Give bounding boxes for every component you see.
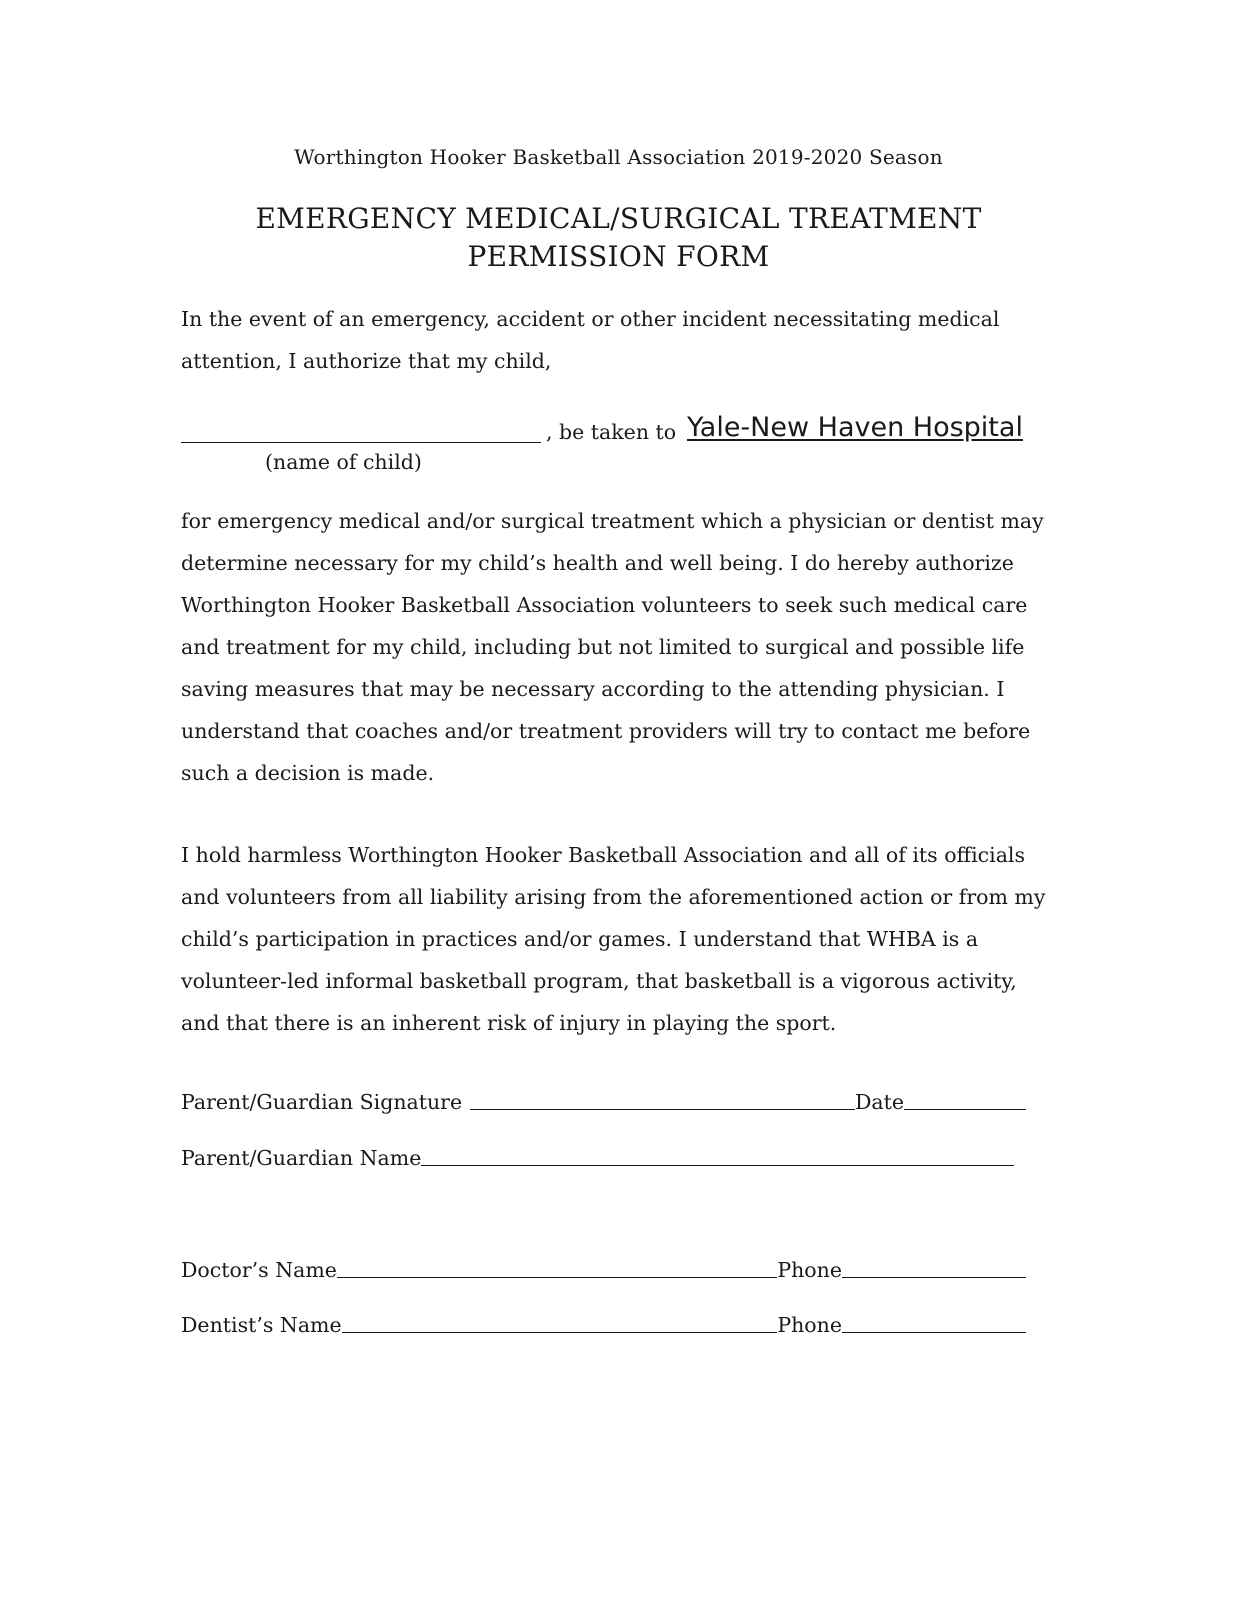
guardian-name-field[interactable] (421, 1164, 1014, 1166)
liability-paragraph: I hold harmless Worthington Hooker Basketball Association and all of its officials and volunteers from all liability arising from the aforementioned action or from my child’s participation in practices and/or games. I understand that WHBA is a volunteer-led informal basketball program, that basketball is a vigorous activity, and that there is an inherent risk of injury in playing the sport. (181, 843, 1046, 1035)
date-label: Date (854, 1090, 904, 1114)
doctor-phone-label: Phone (777, 1258, 842, 1282)
hospital-name: Yale-New Haven Hospital (687, 412, 1023, 443)
signature-row (181, 1090, 1026, 1114)
guardian-name-row (181, 1146, 1026, 1170)
child-name-field[interactable] (181, 442, 541, 443)
spacer (462, 1109, 470, 1110)
date-field[interactable] (904, 1108, 1026, 1110)
form-title-line-2: PERMISSION FORM (467, 240, 770, 273)
child-name-caption: (name of child) (265, 450, 422, 474)
dentist-phone-label: Phone (777, 1313, 842, 1337)
form-title (0, 200, 1237, 276)
season-header: Worthington Hooker Basketball Association 2019-2020 Season (294, 145, 943, 169)
treatment-paragraph: for emergency medical and/or surgical treatment which a physician or dentist may determine necessary for my child’s health and well being. I do hereby authorize Worthington Hooker Basketball Association volunteers to seek such medical care and treatment for my child, including but not limited to surgical and possible life saving measures that may be necessary according to the attending physician. I understand that coaches and/or treatment providers will try to contact me before such a decision is made. (181, 509, 1044, 785)
dentist-name-label: Dentist’s Name (181, 1313, 342, 1337)
doctor-row (181, 1258, 1026, 1282)
dentist-phone-field[interactable] (842, 1331, 1026, 1333)
guardian-name-label: Parent/Guardian Name (181, 1146, 422, 1170)
dentist-row (181, 1313, 1026, 1337)
doctor-name-label: Doctor’s Name (181, 1258, 337, 1282)
taken-to-text: , be taken to (546, 420, 677, 444)
doctor-phone-field[interactable] (842, 1276, 1026, 1278)
doctor-name-field[interactable] (337, 1276, 777, 1278)
signature-field[interactable] (470, 1108, 855, 1110)
signature-label: Parent/Guardian Signature (181, 1090, 463, 1114)
intro-paragraph: In the event of an emergency, accident or other incident necessitating medical attention, I authorize that my child, (181, 307, 1000, 373)
form-title-line-1: EMERGENCY MEDICAL/SURGICAL TREATMENT (255, 202, 982, 235)
dentist-name-field[interactable] (342, 1331, 778, 1333)
